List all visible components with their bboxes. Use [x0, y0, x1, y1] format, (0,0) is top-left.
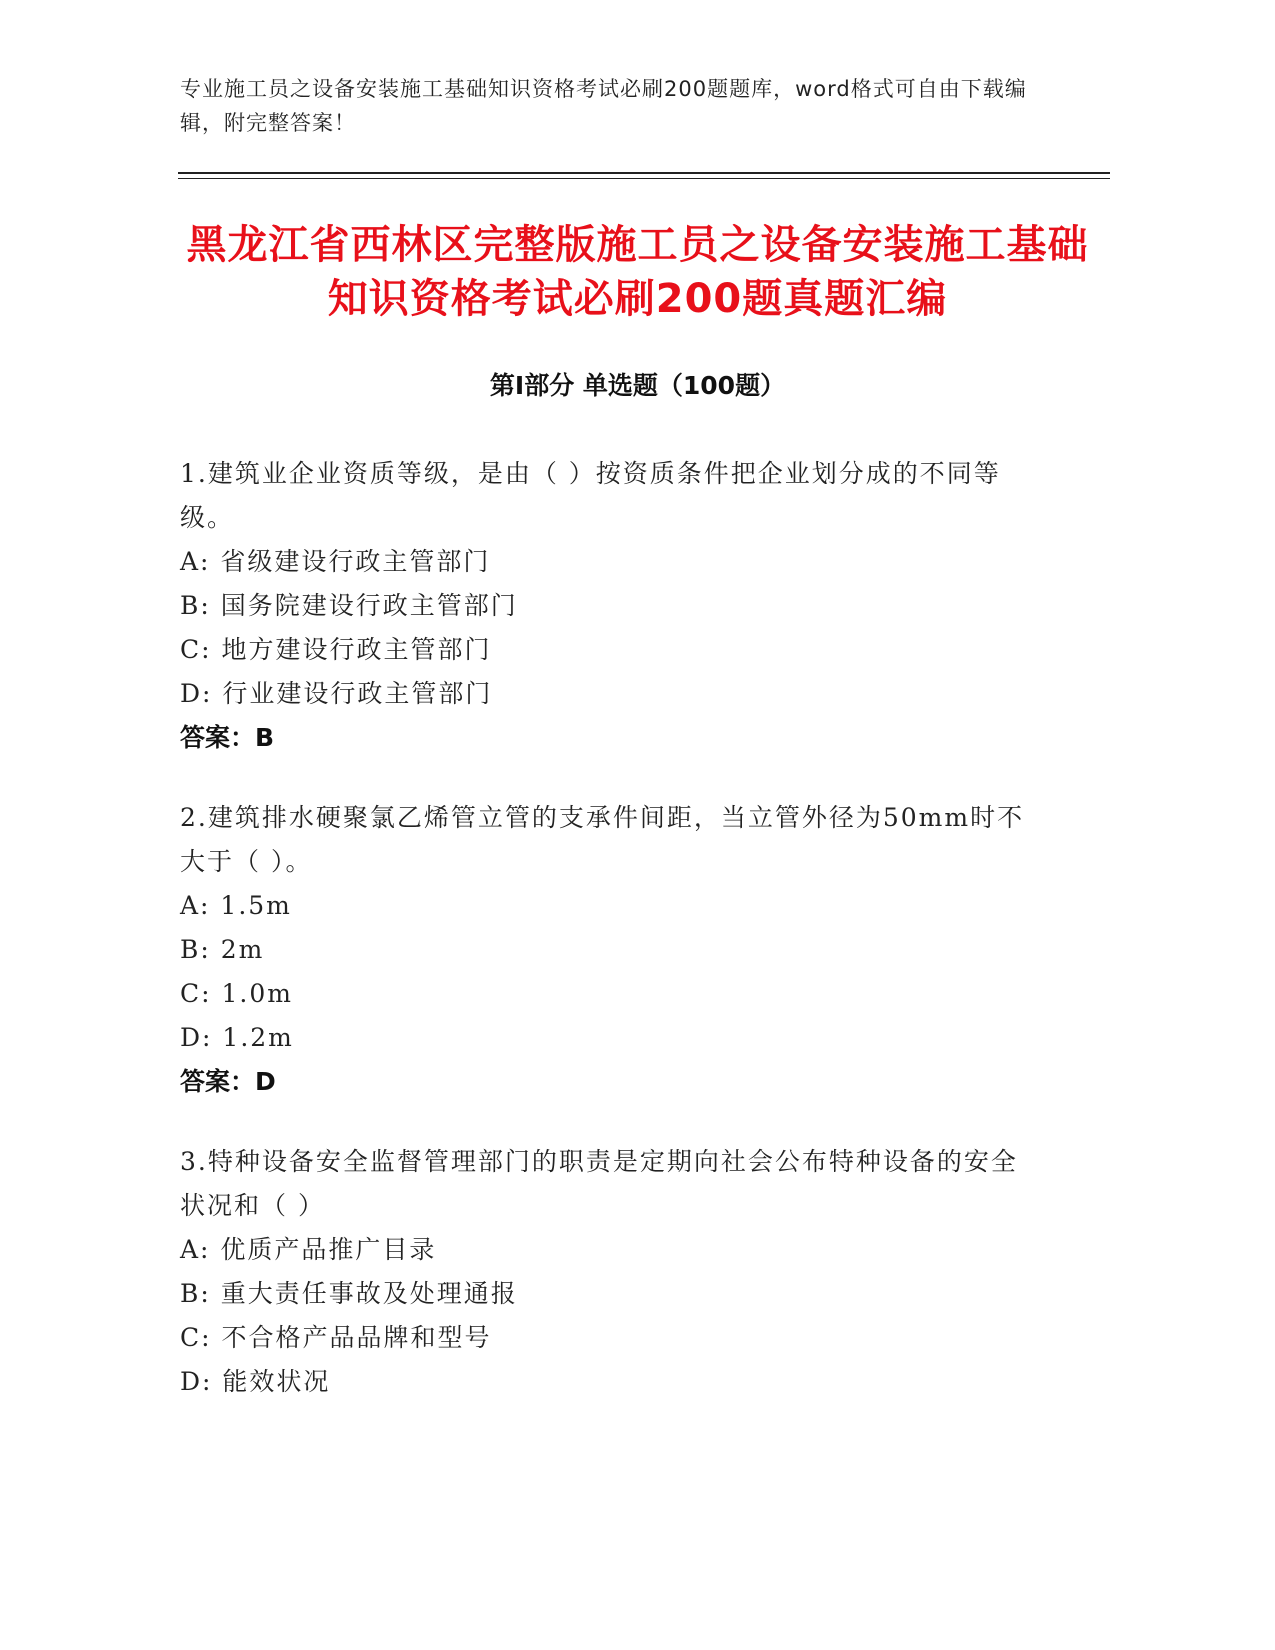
option-a: A: 省级建设行政主管部门 — [180, 547, 491, 576]
question-2 — [180, 796, 1040, 1104]
question-list — [180, 452, 1040, 1440]
header-rule-thick — [178, 172, 1110, 174]
question-stem: 1.建筑业企业资质等级，是由（ ）按资质条件把企业划分成的不同等级。 — [180, 459, 1001, 532]
section-title: 第I部分 单选题（100题） — [489, 371, 786, 400]
option-b: B: 重大责任事故及处理通报 — [180, 1279, 518, 1308]
question-stem: 2.建筑排水硬聚氯乙烯管立管的支承件间距，当立管外径为50mm时不大于（ ）。 — [180, 803, 1025, 876]
answer: 答案：D — [180, 1067, 276, 1096]
option-a: A: 1.5m — [180, 891, 292, 920]
question-3 — [180, 1140, 1040, 1404]
question-1 — [180, 452, 1040, 760]
answer: 答案：B — [180, 723, 275, 752]
option-c: C: 1.0m — [180, 979, 293, 1008]
question-stem: 3.特种设备安全监督管理部门的职责是定期向社会公布特种设备的安全状况和（ ） — [180, 1147, 1018, 1220]
option-b: B: 国务院建设行政主管部门 — [180, 591, 518, 620]
option-c: C: 不合格产品品牌和型号 — [180, 1323, 492, 1352]
option-d: D: 能效状况 — [180, 1367, 331, 1396]
option-d: D: 行业建设行政主管部门 — [180, 679, 493, 708]
option-b: B: 2m — [180, 935, 265, 964]
header-rule-thin — [178, 178, 1110, 179]
document-title: 黑龙江省西林区完整版施工员之设备安装施工基础知识资格考试必刷200题真题汇编 — [186, 222, 1089, 322]
option-c: C: 地方建设行政主管部门 — [180, 635, 492, 664]
header-note: 专业施工员之设备安装施工基础知识资格考试必刷200题题库，word格式可自由下载编辑，附完整答案！ — [180, 77, 1027, 135]
option-d: D: 1.2m — [180, 1023, 294, 1052]
option-a: A: 优质产品推广目录 — [180, 1235, 437, 1264]
